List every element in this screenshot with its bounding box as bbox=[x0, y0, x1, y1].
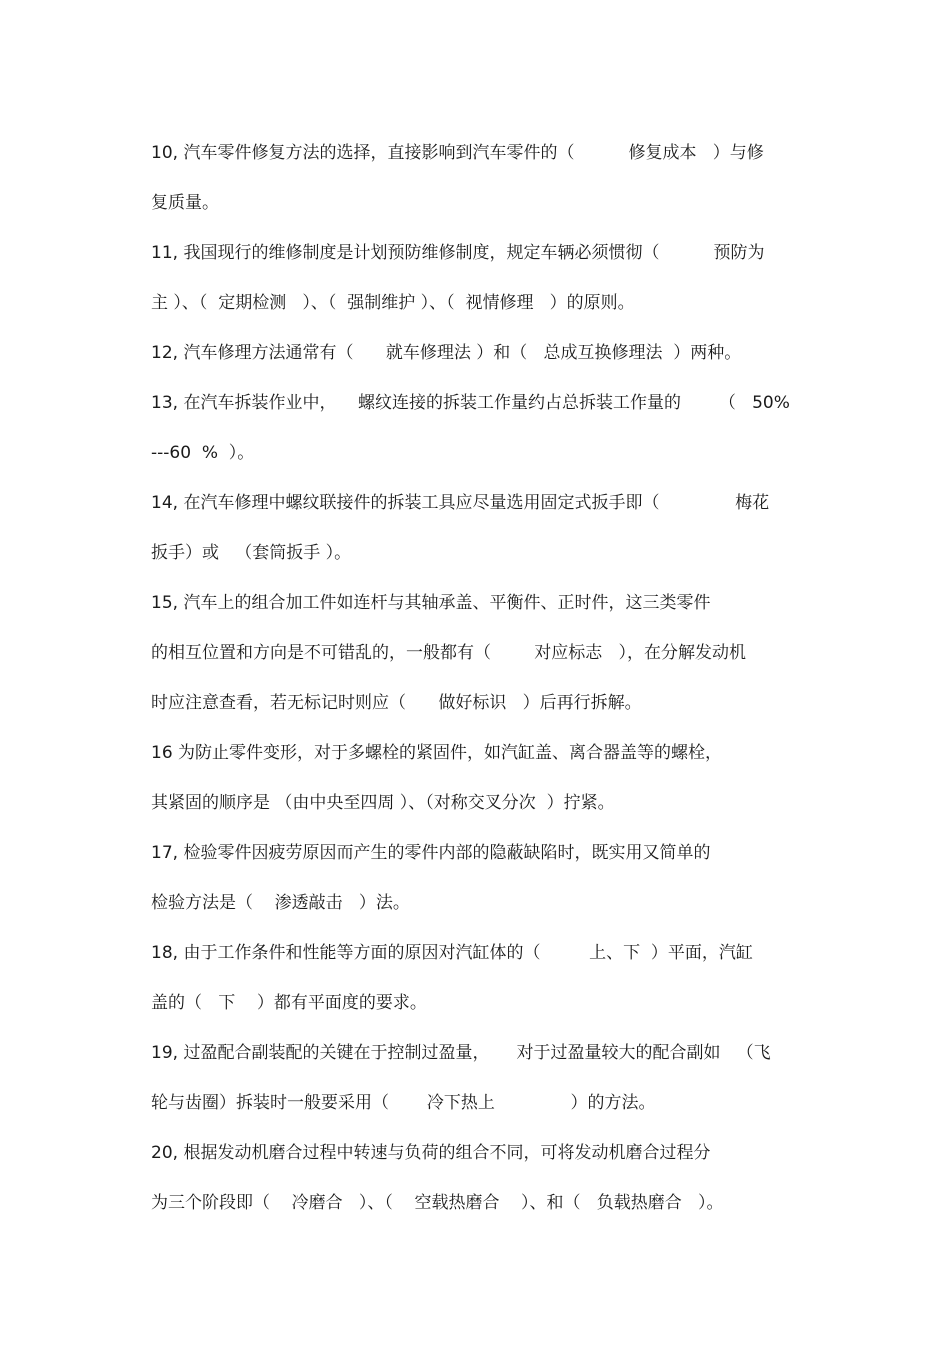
text-line: 15, 汽车上的组合加工件如连杆与其轴承盖、平衡件、正时件，这三类零件 bbox=[151, 593, 711, 613]
text-line: 为三个阶段即（ 冷磨合 ）、（ 空载热磨合 ）、和（ 负载热磨合 ）。 bbox=[151, 1193, 724, 1213]
text-line: 盖的（ 下 ）都有平面度的要求。 bbox=[151, 993, 427, 1013]
text-line: 扳手）或 （套筒扳手 ）。 bbox=[151, 543, 352, 563]
text-line: 14, 在汽车修理中螺纹联接件的拆装工具应尽量选用固定式扳手即（ 梅花 bbox=[151, 493, 770, 513]
text-line: ---60 % ）。 bbox=[151, 443, 255, 463]
text-line: 13, 在汽车拆装作业中， 螺纹连接的拆装工作量约占总拆装工作量的 （ 50% bbox=[151, 393, 790, 413]
text-line: 时应注意查看，若无标记时则应（ 做好标识 ）后再行拆解。 bbox=[151, 693, 642, 713]
text-line: 19, 过盈配合副装配的关键在于控制过盈量， 对于过盈量较大的配合副如 （飞 bbox=[151, 1043, 771, 1063]
text-line: 检验方法是（ 渗透敲击 ）法。 bbox=[151, 893, 410, 913]
text-line: 轮与齿圈）拆装时一般要采用（ 冷下热上 ）的方法。 bbox=[151, 1093, 656, 1113]
text-line: 16 为防止零件变形，对于多螺栓的紧固件，如汽缸盖、离合器盖等的螺栓， bbox=[151, 743, 723, 763]
text-line: 其紧固的顺序是 （由中央至四周 ）、（对称交叉分次 ）拧紧。 bbox=[151, 793, 615, 813]
text-line: 12, 汽车修理方法通常有（ 就车修理法 ）和（ 总成互换修理法 ）两种。 bbox=[151, 343, 742, 363]
text-line: 复质量。 bbox=[151, 193, 219, 213]
text-line: 18, 由于工作条件和性能等方面的原因对汽缸体的（ 上、下 ）平面，汽缸 bbox=[151, 943, 753, 963]
text-line: 的相互位置和方向是不可错乱的，一般都有（ 对应标志 ），在分解发动机 bbox=[151, 643, 746, 663]
text-line: 20, 根据发动机磨合过程中转速与负荷的组合不同，可将发动机磨合过程分 bbox=[151, 1143, 711, 1163]
text-line: 主 ）、（ 定期检测 ）、（ 强制维护 ）、（ 视情修理 ）的原则。 bbox=[151, 293, 635, 313]
text-line: 11, 我国现行的维修制度是计划预防维修制度，规定车辆必须惯彻（ 预防为 bbox=[151, 243, 765, 263]
text-line: 10, 汽车零件修复方法的选择，直接影响到汽车零件的（ 修复成本 ）与修 bbox=[151, 143, 764, 163]
text-line: 17, 检验零件因疲劳原因而产生的零件内部的隐蔽缺陷时，既实用又简单的 bbox=[151, 843, 711, 863]
